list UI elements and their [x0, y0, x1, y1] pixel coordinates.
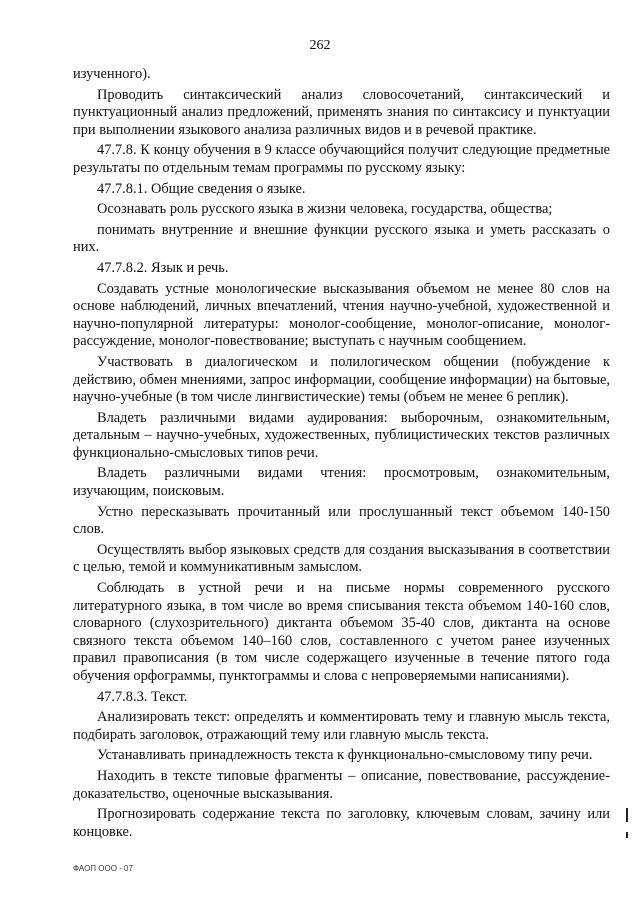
paragraph: Проводить синтаксический анализ словосочетаний, синтаксический и пунктуационный анализ предложений, применять знания по синтаксису и пунктуации при выполнении языкового анализа различных видов и в речевой практике. — [73, 86, 610, 138]
scan-edge-mark — [626, 832, 628, 838]
footer-document-code: ФАОП ООО - 07 — [73, 864, 133, 873]
scan-edge-mark — [626, 808, 628, 822]
paragraph: Владеть различными видами аудирования: выборочным, ознакомительным, детальным – научно-учебных, художественных, публицистических текстов различных функционально-смысловых типов речи. — [73, 409, 610, 461]
paragraph: Создавать устные монологические высказывания объемом не менее 80 слов на основе наблюдений, личных впечатлений, чтения научно-учебной, художественной и научно-популярной литературы: монолог-сообщение, монолог-описание, монолог-рассуждение, монолог-повествование; выступать с научным сообщением. — [73, 280, 610, 350]
paragraph: понимать внутренние и внешние функции русского языка и уметь рассказать о них. — [73, 221, 610, 256]
paragraph: Осуществлять выбор языковых средств для создания высказывания в соответствии с целью, темой и коммуникативным замыслом. — [73, 541, 610, 576]
paragraph: изученного). — [73, 66, 151, 82]
paragraph: Устно пересказывать прочитанный или прослушанный текст объемом 140-150 слов. — [73, 503, 610, 538]
paragraph: Участвовать в диалогическом и полилогическом общении (побуждение к действию, обмен мнениями, запрос информации, сообщение информации) на бытовые, научно-учебные (в том числе лингвистические) темы (объем не менее 6 реплик). — [73, 353, 610, 406]
paragraph: Соблюдать в устной речи и на письме нормы современного русского литературного языка, в том числе во время списывания текста объемом 140-160 слов, словарного (слухозрительного) диктанта объемом 35-40 слов, диктанта на основе связного текста объемом 140–160 слов, составленного с учетом ранее изученных правил правописания (в том числе содержащего изученные в течение пятого года обучения орфограммы, пунктограммы и слова с непроверяемыми написаниями). — [73, 580, 610, 684]
paragraph: Устанавливать принадлежность текста к функционально-смысловому типу речи. — [97, 747, 593, 764]
paragraph: Осознавать роль русского языка в жизни человека, государства, общества; — [97, 201, 553, 218]
paragraph: Анализировать текст: определять и комментировать тему и главную мысль текста, подбирать заголовок, отражающий тему или главную мысль текста. — [73, 709, 610, 743]
page-number: 262 — [309, 38, 331, 53]
paragraph: Владеть различными видами чтения: просмотровым, ознакомительным, изучающим, поисковым. — [73, 465, 610, 500]
paragraph: Находить в тексте типовые фрагменты – описание, повествование, рассуждение-доказательство, оценочные высказывания. — [73, 767, 610, 802]
document-body — [73, 66, 610, 841]
section-heading: 47.7.8.2. Язык и речь. — [97, 259, 229, 276]
section-heading: 47.7.8.3. Текст. — [97, 688, 188, 705]
paragraph: 47.7.8. К концу обучения в 9 классе обучающийся получит следующие предметные результаты по отдельным темам программы по русскому языку: — [73, 142, 610, 176]
paragraph: Прогнозировать содержание текста по заголовку, ключевым словам, зачину или концовке. — [73, 806, 610, 840]
section-heading: 47.7.8.1. Общие сведения о языке. — [97, 180, 306, 197]
